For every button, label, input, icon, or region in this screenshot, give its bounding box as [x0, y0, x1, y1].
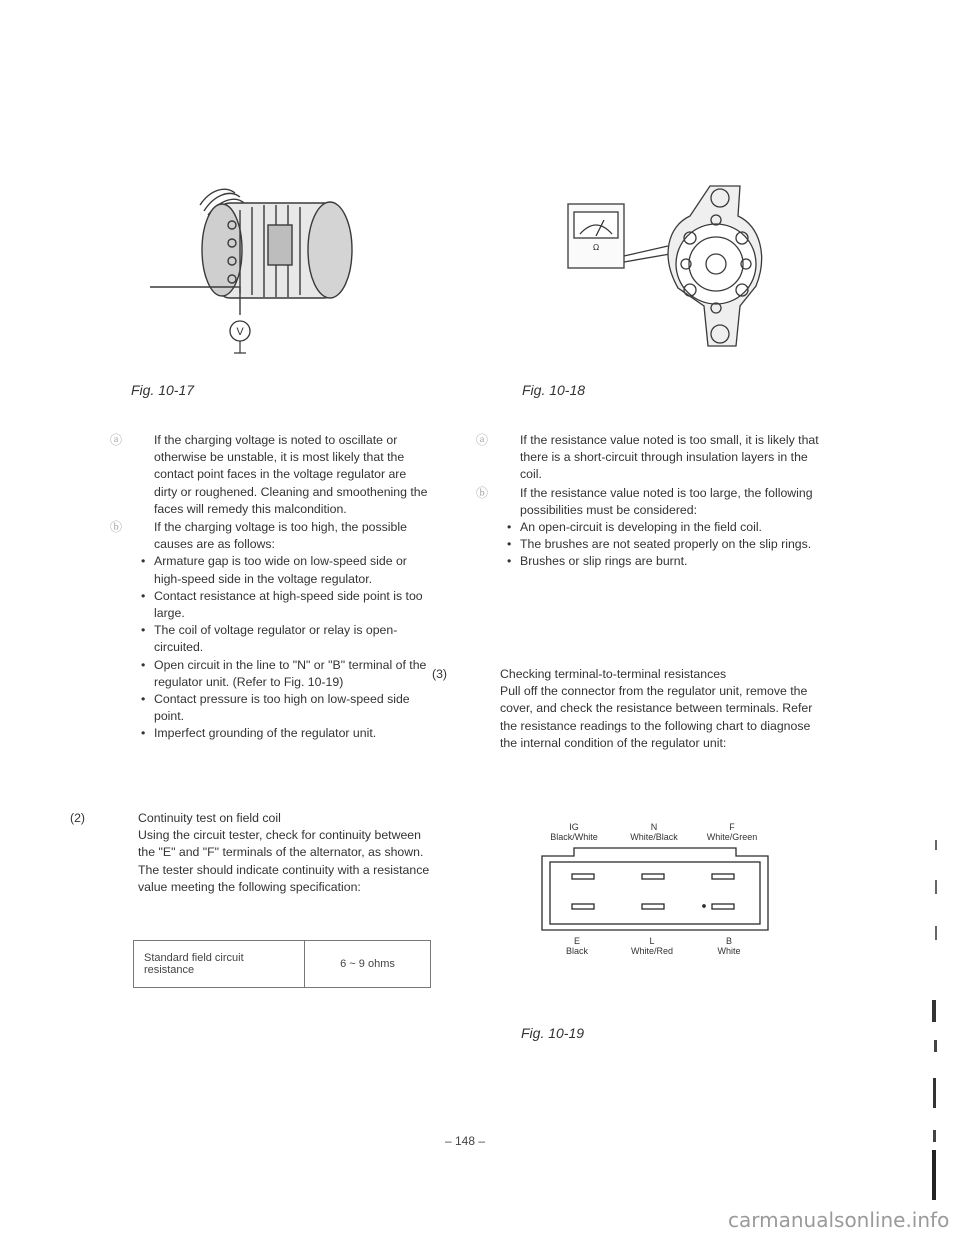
left-item-a-text: If the charging voltage is noted to oscillate or otherwise be unstable, it is most likely that the contact point faces in the voltage regulator are dirty or roughened. Cleaning and smoothening the faces will remedy this malcondition.	[154, 433, 428, 516]
circled-b-marker: ⓑ	[476, 485, 489, 500]
left-item-a	[110, 432, 432, 518]
section-2-title: Continuity test on field coil	[138, 811, 281, 825]
terminal-wire-color: White/Black	[630, 832, 678, 842]
list-item: • Imperfect grounding of the regulator unit.	[132, 725, 432, 742]
section-2-heading	[70, 810, 432, 827]
section-3-number: (3)	[432, 667, 448, 681]
circled-a-marker: ⓐ	[476, 433, 489, 447]
terminal-wire-color: White	[717, 946, 741, 956]
terminal-wire-color: White/Red	[630, 946, 674, 956]
section-3-body: Pull off the connector from the regulator unit, remove the cover, and check the resistance between terminals. Refer the resistance readings to the following chart to diagnose the internal condition of the regulator unit:	[500, 684, 813, 750]
section-3	[432, 666, 828, 752]
spec-table	[133, 940, 431, 988]
right-bullet-list	[498, 519, 828, 571]
connector-body	[540, 846, 770, 934]
terminal-l	[622, 936, 682, 956]
right-item-a-text: If the resistance value noted is too small, it is likely that there is a short-circuit through insulation layers in the coil.	[520, 433, 819, 482]
watermark-text: carmanualsonline.info	[728, 1208, 950, 1232]
section-3-title: Checking terminal-to-terminal resistances	[500, 667, 727, 681]
section-2	[70, 810, 432, 896]
right-item-b-text: If the resistance value noted is too large, the following possibilities must be considered:	[520, 485, 813, 517]
list-item: • The coil of voltage regulator or relay is open-circuited.	[132, 622, 432, 656]
table-row	[134, 941, 431, 988]
terminal-ig	[544, 822, 604, 842]
list-item: • An open-circuit is developing in the field coil.	[498, 519, 828, 536]
terminal-e	[552, 936, 602, 956]
terminal-code: B	[725, 936, 732, 946]
left-item-b	[110, 519, 432, 553]
ohmmeter-label: Ω	[592, 243, 600, 252]
list-item: • The brushes are not seated properly on the slip rings.	[498, 536, 828, 553]
list-item: • Armature gap is too wide on low-speed side or high-speed side in the voltage regulator.	[132, 553, 432, 587]
terminal-wire-color: White/Green	[706, 832, 758, 842]
terminal-code: L	[649, 936, 655, 946]
voltmeter-label: V	[236, 326, 244, 338]
figure-caption-10-17: Fig. 10-17	[131, 382, 195, 398]
page-number: – 148 –	[445, 1134, 486, 1148]
figure-caption-10-19: Fig. 10-19	[521, 1025, 585, 1041]
figure-10-19-connector-diagram	[540, 822, 770, 962]
terminal-code: N	[650, 822, 658, 832]
spec-label-cell: Standard field circuit resistance	[134, 941, 305, 988]
circled-b-marker: ⓑ	[110, 520, 123, 535]
right-item-a	[476, 432, 828, 484]
terminal-f	[700, 822, 764, 842]
circled-a-marker: ⓐ	[110, 433, 123, 447]
section-2-body: Using the circuit tester, check for continuity between the "E" and "F" terminals of the alternator, as shown. The tester should indicate continuity with a resistance value meeting the following specification:	[138, 828, 430, 894]
left-item-b-text: If the charging voltage is too high, the possible causes are as follows:	[154, 520, 407, 552]
figure-caption-10-18: Fig. 10-18	[522, 382, 586, 398]
right-column-text	[476, 432, 828, 571]
terminal-n	[624, 822, 684, 842]
left-column-text	[110, 432, 432, 743]
terminal-code: IG	[569, 822, 579, 832]
binding-edge-shadow	[900, 80, 940, 1180]
figure-10-17-alternator-illustration	[140, 175, 370, 360]
terminal-wire-color: Black	[565, 946, 588, 956]
spec-value-cell: 6 ~ 9 ohms	[305, 941, 431, 988]
terminal-code: F	[729, 822, 735, 832]
list-item: • Open circuit in the line to "N" or "B" terminal of the regulator unit. (Refer to Fig. 10-19)	[132, 657, 432, 691]
terminal-b	[704, 936, 754, 956]
left-bullet-list	[132, 553, 432, 742]
terminal-wire-color: Black/White	[550, 832, 598, 842]
list-item: • Brushes or slip rings are burnt.	[498, 553, 828, 570]
section-3-heading	[432, 666, 828, 683]
section-2-number: (2)	[70, 811, 86, 825]
right-item-b	[476, 485, 828, 519]
figure-10-18-ohmmeter-illustration	[560, 176, 770, 361]
terminal-code: E	[573, 936, 580, 946]
list-item: • Contact resistance at high-speed side point is too large.	[132, 588, 432, 622]
list-item: • Contact pressure is too high on low-speed side point.	[132, 691, 432, 725]
